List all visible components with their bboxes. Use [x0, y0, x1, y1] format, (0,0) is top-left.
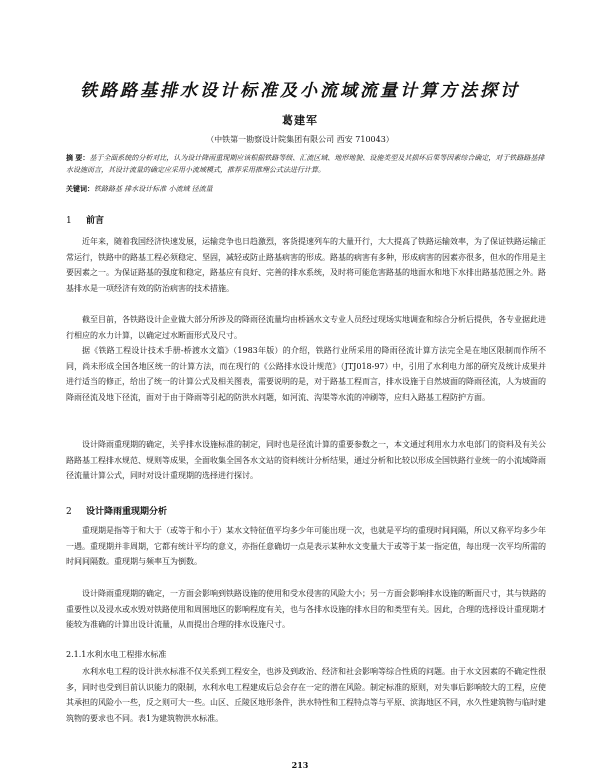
- abstract: [66, 152, 546, 176]
- paragraph: 设计降雨重现期的确定，关乎排水设施标准的制定，同时也是径流计算的重要参数之一，本文通过利用水力水电部门的资料及有关公路路基工程排水规范、规则等成果，全面收集全国各水文站的资料统计分析结果，通过分析和比较以形成全国铁路行业统一的小流域降雨径流量计算公式，同时对设计重现期的选择进行探讨。: [66, 440, 546, 480]
- paper-title: 铁路路基排水设计标准及小流域流量计算方法探讨: [80, 81, 520, 101]
- paragraph: 重现期是指等于和大于（或等于和小于）某水文特征值平均多少年可能出现一次，也就是平均的重现时间间隔，所以又称平均多少年一遇。重现期并非周期，它都有统计平均的意义，亦指任意确切一点是表示某种水文变量大于或等于某一指定值，每出现一次平均所需的时间间隔数。重现期与频率互为倒数。: [66, 526, 546, 566]
- section-number: 1: [66, 216, 72, 226]
- abstract-text: 基于全面系统的分析对比，认为设计降雨重现期应该根据铁路等级、汇流区域、地形地貌、设施类型及其损坏后果等因素综合确定，对于铁路路基排水设施而言，其设计流量的确定应采用小流域模式，推荐采用推理公式法进行计算。: [66, 154, 545, 174]
- section-title: 前言: [86, 216, 105, 226]
- paragraph: 设计降雨重现期的确定，一方面会影响到铁路设施的使用和受水侵害的风险大小；另一方面会影响排水设施的断面尺寸，其与铁路的重要性以及浸水或水毁对铁路使用和周围地区的影响程度有关，也与各排水设施的排水目的和类型有关。因此，合理的选择设计重现期才能较为准确的计算出设计流量，从而提出合理的排水设施尺寸。: [66, 589, 546, 629]
- paragraph: 截至目前，各铁路设计企业做大部分所涉及的降雨径流量均由桥涵水文专业人员经过现场实地调查和综合分析后提供，各专业据此进行相应的水力计算，以确定过水断面形式及尺寸。: [66, 315, 546, 340]
- section-heading-2: [66, 504, 167, 517]
- author-name: 葛建军: [282, 114, 318, 127]
- keywords-label: 关键词：: [66, 184, 94, 193]
- section-title: 设计降雨重现期分析: [86, 507, 168, 517]
- page-number: 213: [291, 760, 309, 770]
- paragraph: 水利水电工程的设计洪水标准不仅关系到工程安全，也涉及到政治、经济和社会影响等综合性质的问题。由于水文因素的不确定性很多，同时也受到目前认识能力的限制，水利水电工程建成后总会存在一定的潜在风险。制定标准的原则，对失事后影响较大的工程，应使其承担的风险小一些，反之则可大一些。山区、丘陵区地形条件，洪水特性和工程特点等与平原、滨海地区不同，水久性建筑物与临时建筑物的要求也不同。表1为建筑物洪水标准。: [66, 667, 546, 723]
- section-heading-1: [66, 213, 104, 226]
- paragraph: 近年来，随着我国经济快速发展，运输竞争也日趋激烈，客货提速列车的大量开行，大大提高了铁路运输效率，为了保证铁路运输正常运行，铁路中的路基工程必须稳定、坚固，减轻或防止路基病害的形成。路基的病害有多种，形成病害的因素亦很多，但水的作用是主要因素之一。为保证路基的强度和稳定，路基应有良好、完善的排水系统，及时将可能危害路基的地面水和地下水排出路基范围之外。路基排水是一项经济有效的防治病害的技术措施。: [66, 237, 546, 293]
- author-affiliation: （中铁第一勘察设计院集团有限公司 西安 710043）: [206, 135, 394, 144]
- abstract-label: 摘 要：: [66, 153, 90, 162]
- keywords-text: 铁路路基 排水设计标准 小流域 径流量: [94, 185, 213, 193]
- paragraph: 据《铁路工程设计技术手册-桥渡水文篇》（1983年版）的介绍，铁路行业所采用的降雨径流计算方法完全是在地区限制而作所不同，尚未形成全国各地区统一的计算方法，而在现行的《公路排水设计规范》（JTJ018-97）中，引用了水利电力部的研究及统计成果并进行适当的修正，给出了统一的计算公式及相关图表，需要说明的是，对于路基工程而言，排水设施于自然坡面的降雨径流，人为坡面的降雨径流及地下径流，面对于由于降雨等引起的防洪水问题，如河流、沟渠等水流的冲刷等，应归入路基工程防护方面。: [66, 346, 546, 402]
- section-number: 2: [66, 507, 72, 517]
- subsection-heading: 2.1.1水利水电工程排水标准: [66, 650, 167, 659]
- keywords: [66, 184, 546, 194]
